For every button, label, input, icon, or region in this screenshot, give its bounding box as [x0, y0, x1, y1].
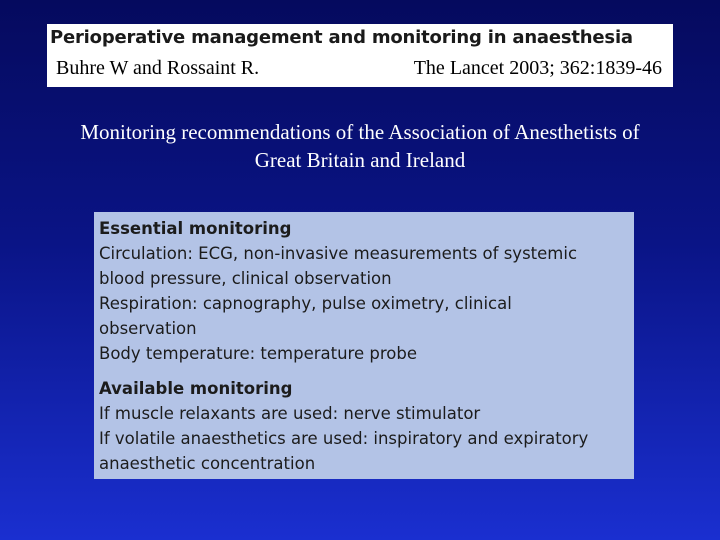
essential-line: Circulation: ECG, non-invasive measurements of systemic: [99, 244, 578, 263]
essential-line: Respiration: capnography, pulse oximetry, clinical: [99, 294, 512, 313]
section-spacer: [99, 366, 634, 376]
available-monitoring-title: Available monitoring: [99, 379, 293, 398]
citation-authors: Buhre W and Rossaint R.: [56, 57, 260, 79]
monitoring-table: [94, 212, 634, 479]
essential-line: blood pressure, clinical observation: [99, 269, 392, 288]
available-line: If volatile anaesthetics are used: inspiratory and expiratory: [99, 429, 589, 448]
slide-heading-line-2: Great Britain and Ireland: [254, 148, 466, 172]
slide-heading-line-1: Monitoring recommendations of the Association of Anesthetists of: [80, 120, 640, 144]
essential-line: observation: [99, 319, 197, 338]
citation-box: [47, 24, 673, 87]
available-line: If muscle relaxants are used: nerve stimulator: [99, 404, 481, 423]
essential-line: Body temperature: temperature probe: [99, 344, 417, 363]
paper-title: Perioperative management and monitoring in anaesthesia: [50, 27, 633, 48]
essential-monitoring-title: Essential monitoring: [99, 219, 292, 238]
citation-journal: The Lancet 2003; 362:1839-46: [413, 57, 662, 79]
available-line: anaesthetic concentration: [99, 454, 316, 473]
slide-heading: [20, 118, 700, 174]
